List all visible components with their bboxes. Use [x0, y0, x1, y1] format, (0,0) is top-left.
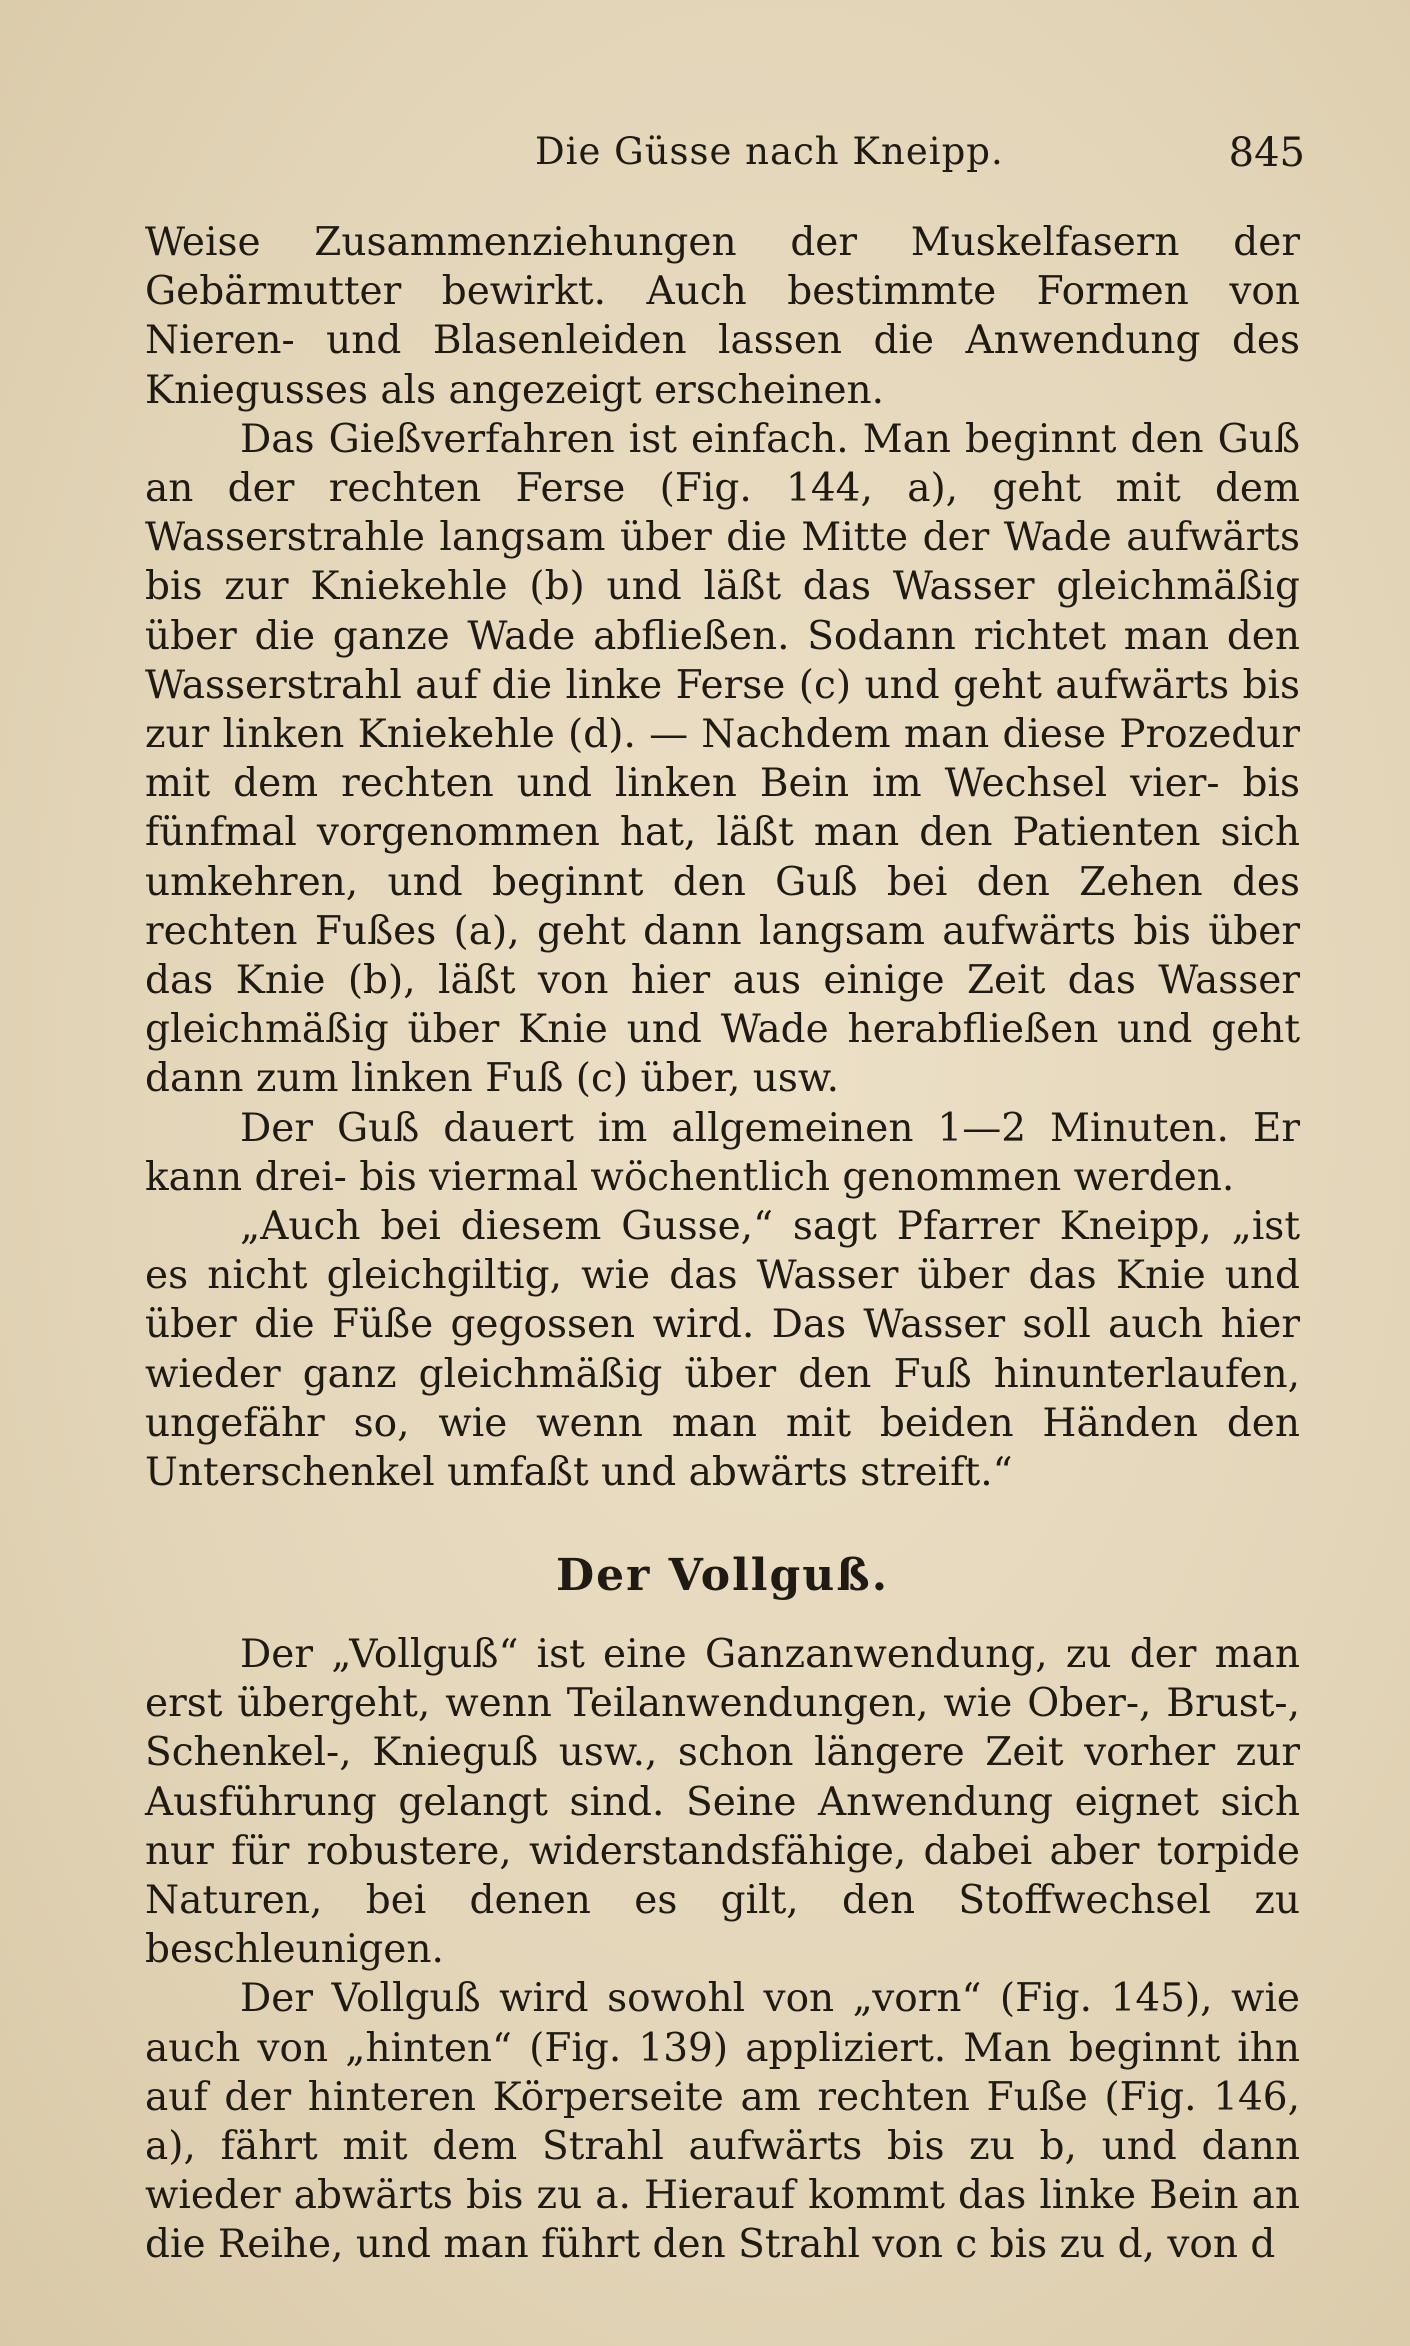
paragraph: „Auch bei diesem Gusse,“ sagt Pfarrer Kneipp, „ist es nicht gleichgiltig, wie das Wasser über das Knie und über die Füße gegossen wird. Das Wasser soll auch hier wieder ganz gleichmäßig über den Fuß hinunterlaufen, ungefähr so, wie wenn man mit beiden Händen den Unterschenkel umfaßt und abwärts streift.“ [145, 1204, 1300, 1496]
section-heading: Der Vollguß. [555, 1550, 890, 1601]
paragraph: Der Guß dauert im allgemeinen 1—2 Minuten. Er kann drei- bis viermal wöchentlich genommen werden. [145, 1105, 1300, 1200]
page-number: 845 [1228, 130, 1305, 176]
paragraph: Der „Vollguß“ ist eine Ganzanwendung, zu der man erst übergeht, wenn Teilanwendungen, wie Ober-, Brust-, Schenkel-, Knieguß usw., schon längere Zeit vorher zur Ausführung gelangt sind. Seine Anwendung eignet sich nur für robustere, widerstandsfähige, dabei aber torpide Naturen, bei denen es gilt, den Stoffwechsel zu beschleunigen. [145, 1632, 1300, 1973]
page-header [145, 130, 1305, 190]
running-title: Die Güsse nach Kneipp. [535, 130, 1004, 173]
paragraph: Weise Zusammenziehungen der Muskelfasern der Gebärmutter bewirkt. Auch bestimmte Formen von Nieren- und Blasenleiden lassen die Anwendung des Kniegusses als angezeigt erscheinen. [145, 220, 1300, 413]
section-body-kneeguss [145, 218, 1300, 1497]
section-body-vollguss [145, 1630, 1300, 2270]
paragraph: Das Gießverfahren ist einfach. Man beginnt den Guß an der rechten Ferse (Fig. 144, a), geht mit dem Wasserstrahle langsam über die Mitte der Wade aufwärts bis zur Kniekehle (b) und läßt das Wasser gleichmäßig über die ganze Wade abfließen. Sodann richtet man den Wasserstrahl auf die linke Ferse (c) und geht aufwärts bis zur linken Kniekehle (d). — Nachdem man diese Prozedur mit dem rechten und linken Bein im Wechsel vier- bis fünfmal vorgenommen hat, läßt man den Patienten sich umkehren, und beginnt den Guß bei den Zehen des rechten Fußes (a), geht dann langsam aufwärts bis über das Knie (b), läßt von hier aus einige Zeit das Wasser gleichmäßig über Knie und Wade herabfließen und geht dann zum linken Fuß (c) über, usw. [145, 416, 1300, 1102]
paragraph: Der Vollguß wird sowohl von „vorn“ (Fig. 145), wie auch von „hinten“ (Fig. 139) appliziert. Man beginnt ihn auf der hinteren Körperseite am rechten Fuße (Fig. 146, a), fährt mit dem Strahl aufwärts bis zu b, und dann wieder abwärts bis zu a. Hierauf kommt das linke Bein an die Reihe, und man führt den Strahl von c bis zu d, von d [145, 1976, 1300, 2268]
